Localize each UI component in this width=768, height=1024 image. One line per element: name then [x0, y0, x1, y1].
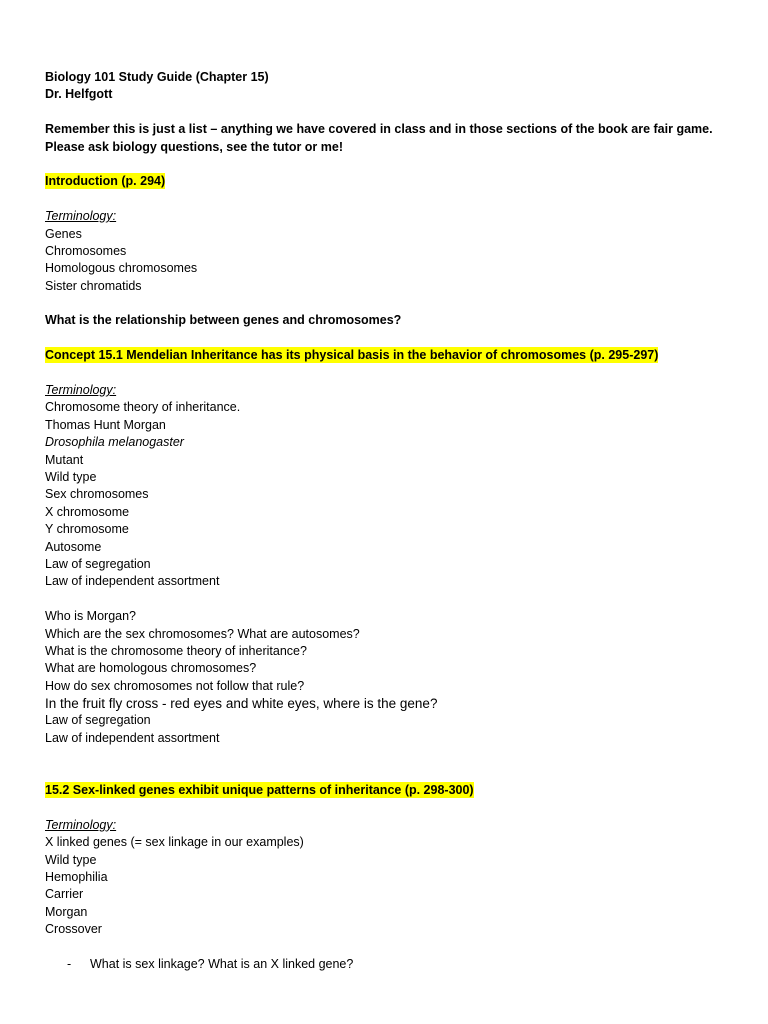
spacer [45, 295, 745, 312]
term-item: Law of independent assortment [45, 574, 220, 589]
spacer [45, 330, 745, 347]
spacer [45, 939, 745, 956]
term-item: Chromosome theory of inheritance. [45, 400, 241, 415]
term-item: Wild type [45, 852, 97, 867]
term-item: Homologous chromosomes [45, 261, 198, 276]
spacer [45, 156, 745, 173]
term-item: Hemophilia [45, 869, 108, 884]
document-title: Biology 101 Study Guide (Chapter 15) [45, 70, 269, 84]
study-question: Which are the sex chromosomes? What are autosomes? [45, 626, 360, 641]
term-item: Autosome [45, 539, 102, 554]
term-item: Sister chromatids [45, 278, 142, 293]
terminology-label: Terminology: [45, 383, 117, 398]
highlighted-heading-text: Introduction (p. 294) [45, 174, 166, 189]
term-item: Sex chromosomes [45, 487, 149, 502]
spacer [45, 799, 745, 816]
section-heading-concept-15-1 [45, 347, 745, 364]
study-guide-page [45, 69, 745, 973]
study-question: What is the chromosome theory of inheritance? [45, 643, 307, 658]
term-item: Carrier [45, 887, 84, 902]
term-item: X linked genes (= sex linkage in our examples) [45, 835, 304, 850]
term-item: Y chromosome [45, 522, 129, 537]
term-item: Chromosomes [45, 243, 127, 258]
term-item: Mutant [45, 452, 84, 467]
term-item: X chromosome [45, 504, 130, 519]
spacer [45, 104, 745, 121]
term-item: Crossover [45, 922, 102, 937]
terminology-label: Terminology: [45, 817, 117, 832]
instructor-name: Dr. Helfgott [45, 87, 113, 102]
term-item: Morgan [45, 904, 88, 919]
terminology-label: Terminology: [45, 209, 117, 224]
study-question: How do sex chromosomes not follow that rule? [45, 678, 305, 693]
section-heading-concept-15-2 [45, 782, 745, 799]
spacer [45, 591, 745, 608]
study-question: Law of independent assortment [45, 730, 220, 745]
term-item: Wild type [45, 469, 97, 484]
study-question: In the fruit fly cross - red eyes and white eyes, where is the gene? [45, 696, 438, 712]
section-heading-introduction [45, 173, 745, 190]
spacer [45, 365, 745, 382]
spacer [45, 765, 745, 782]
spacer [45, 747, 745, 764]
bullet-text: What is sex linkage? What is an X linked gene? [90, 956, 354, 971]
highlighted-heading-text: Concept 15.1 Mendelian Inheritance has its physical basis in the behavior of chromosomes (p. 295-297) [45, 348, 659, 363]
intro-note-line-2: Please ask biology questions, see the tutor or me! [45, 139, 343, 154]
bullet-item [45, 956, 745, 973]
term-item: Genes [45, 226, 82, 241]
study-question: Who is Morgan? [45, 609, 137, 624]
dash-bullet-icon: - [67, 956, 72, 971]
term-item: Thomas Hunt Morgan [45, 417, 166, 432]
study-question: What is the relationship between genes and chromosomes? [45, 313, 402, 328]
term-item: Law of segregation [45, 556, 151, 571]
spacer [45, 191, 745, 208]
highlighted-heading-text: 15.2 Sex-linked genes exhibit unique patterns of inheritance (p. 298-300) [45, 783, 474, 798]
study-question: Law of segregation [45, 713, 151, 728]
intro-note-line-1: Remember this is just a list – anything we have covered in class and in those sections of the book are fair game. [45, 122, 713, 137]
study-question: What are homologous chromosomes? [45, 661, 257, 676]
term-item-species: Drosophila melanogaster [45, 435, 184, 450]
